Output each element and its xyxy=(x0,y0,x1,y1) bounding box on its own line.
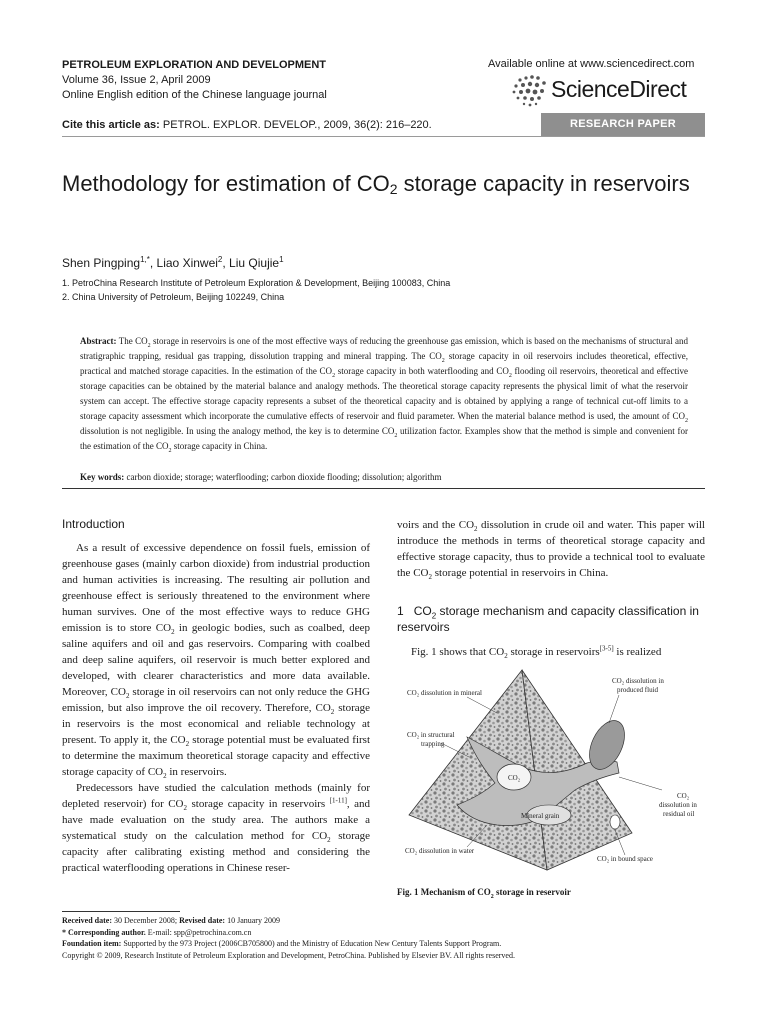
footer-notes xyxy=(62,915,722,961)
abstract: Abstract: The $CO_2$ storage in reservoirs is one of the most effective ways of reducing the greenhouse gas emission, which is based on the mechanisms of structural and stratigraphic trapping, residual gas trapping, dissolution trapping and mineral trapping. The $CO_2$ storage capacity in oil reservoirs includes theoretical, effective, practical and matched storage capacities. In the estimation of the $CO_2$ storage capacity in both waterflooding and $CO_2$ flooding oil reservoirs, theoretical and effective storage capacities can be obtained by the material balance and analogy methods. The theoretical storage capacity represents the physical limit of what the reservoir system can accept. The effective storage capacity represents a subset of the theoretical capacity and is obtained by applying a range of technical cut-off limits to a storage capacity assessment which incorporate the cumulative effects of reservoir and fluid parameter. When the material balance method is used, the amount of $CO_2$ dissolution is not negligible. In using the analogy method, the key is to determine $CO_2$ utilization factor. Examples show that the method is simple and convenient for the estimation of the $CO_2$ storage capacity in China. xyxy=(80,336,688,454)
label-dissolution-produced-fluid-2: produced fluid xyxy=(617,686,659,694)
label-structural-trapping-2: trapping xyxy=(421,740,445,748)
intro-body xyxy=(62,540,370,876)
intro-paragraph-1: As a result of excessive dependence on fossil fuels, emission of greenhouse gases (mainly carbon dioxide) from industrial production and human activities is increasing. The resulting air pollution and greenhouse effect is seriously threatened to the environment where human survives. One of the most effective ways to reduce GHG emission is to store $CO_2$ in geologic bodies, such as coalbed, deep saline aquifers and oil and gas reservoirs. Comparing with coalbed and deep saline aquifers, oil reservoir is much better explored and developed, with clearer characteristics and more data available. Moreover, $CO_2$ storage in oil reservoirs can not only reduce the GHG emission, but also improve the oil recovery. Therefore, $CO_2$ storage in reservoirs is the most economical and reliable technology at present. To apply it, the $CO_2$ storage potential must be evaluated first to determine the maximum theoretical storage capacity and effective storage capacity of $CO_2$ in reservoirs. xyxy=(62,542,371,781)
label-bound-space: CO₂ in bound space xyxy=(597,855,653,863)
research-paper-badge: RESEARCH PAPER xyxy=(541,113,705,136)
affiliation-1: 1. PetroChina Research Institute of Petroleum Exploration & Development, Beijing 100083, China xyxy=(62,278,451,288)
foundation-item: Foundation item: Supported by the 973 Project (2006CB705800) and the Ministry of Education New Century Talents Support Program. xyxy=(62,939,502,948)
cite-label: Cite this article as: xyxy=(62,119,160,131)
corresponding-author: * Corresponding author. E-mail: spp@petrochina.com.cn xyxy=(62,927,252,937)
label-dissolution-residual-oil-3: residual oil xyxy=(663,810,695,818)
abstract-divider xyxy=(62,488,705,489)
footer-divider xyxy=(62,911,180,912)
journal-issue: Volume 36, Issue 2, April 2009 xyxy=(62,74,211,86)
intro-paragraph-2: Predecessors have studied the calculation methods (mainly for depleted reservoir) for $CO_2$ storage capacity in reservoirs [1-11], and have made evaluation on the study area. The authors make a systematical study on the calculation method for $CO_2$ storage capacity after calibrating existing method and considering the practical waterflooding operations in Chinese reser- xyxy=(62,782,371,874)
copyright: Copyright © 2009, Research Institute of Petroleum Exploration and Development, PetroChina. Published by Elsevier BV. All rights reserved. xyxy=(62,950,515,960)
section-1-text: Fig. 1 shows that $CO_2$ storage in reservoirs[3-5] is realized xyxy=(411,644,662,661)
bound-space-shape xyxy=(610,815,620,829)
sciencedirect-wordmark: ScienceDirect xyxy=(551,76,687,102)
label-dissolution-produced-fluid: CO₂ dissolution in xyxy=(612,677,664,685)
label-structural-trapping: CO₂ in structural xyxy=(407,731,455,739)
journal-edition: Online English edition of the Chinese language journal xyxy=(62,89,327,101)
header-divider xyxy=(62,136,705,137)
cite-line xyxy=(62,119,432,131)
figure-1-pyramid-diagram xyxy=(397,665,707,880)
label-mineral-grain: Mineral grain xyxy=(521,812,560,820)
available-online-link[interactable]: Available online at www.sciencedirect.com xyxy=(488,58,695,70)
received-date: Received date: 30 December 2008; Revised date: 10 January 2009 xyxy=(62,916,280,925)
citation-ref[interactable]: [3-5] xyxy=(599,644,614,653)
journal-name: PETROLEUM EXPLORATION AND DEVELOPMENT xyxy=(62,59,327,71)
article-title: Methodology for estimation of $CO_2$ storage capacity in reservoirs xyxy=(62,171,690,197)
cite-text: PETROL. EXPLOR. DEVELOP., 2009, 36(2): 216–220. xyxy=(162,119,432,131)
section-1-heading: 1 $CO_2$ storage mechanism and capacity classification in reservoirs xyxy=(397,604,699,634)
author-list: Shen Pingping$^{1,*}$, Liao Xinwei$^2$, Liu Qiujie$^1$ xyxy=(62,255,284,270)
label-dissolution-residual-oil: CO₂ xyxy=(677,792,690,800)
intro-heading: Introduction xyxy=(62,517,125,531)
label-dissolution-residual-oil-2: dissolution in xyxy=(659,801,697,809)
label-dissolution-mineral: CO₂ dissolution in mineral xyxy=(407,689,482,697)
intro-continued: voirs and the $CO_2$ dissolution in crude oil and water. This paper will introduce the methods in terms of theoretical storage capacity and effective storage capacity, thus to provide a technical tool to evaluate the $CO_2$ storage potential in reservoirs in China. xyxy=(397,519,705,582)
citation-ref[interactable]: [1-11] xyxy=(329,796,347,805)
label-co2: CO₂ xyxy=(508,774,521,782)
affiliation-2: 2. China University of Petroleum, Beijing 102249, China xyxy=(62,292,285,302)
label-dissolution-water: CO₂ dissolution in water xyxy=(405,847,475,855)
keywords: Key words: carbon dioxide; storage; waterflooding; carbon dioxide flooding; dissolution; algorithm xyxy=(80,472,442,482)
figure-1-caption: Fig. 1 Mechanism of $CO_2$ storage in reservoir xyxy=(397,887,571,900)
